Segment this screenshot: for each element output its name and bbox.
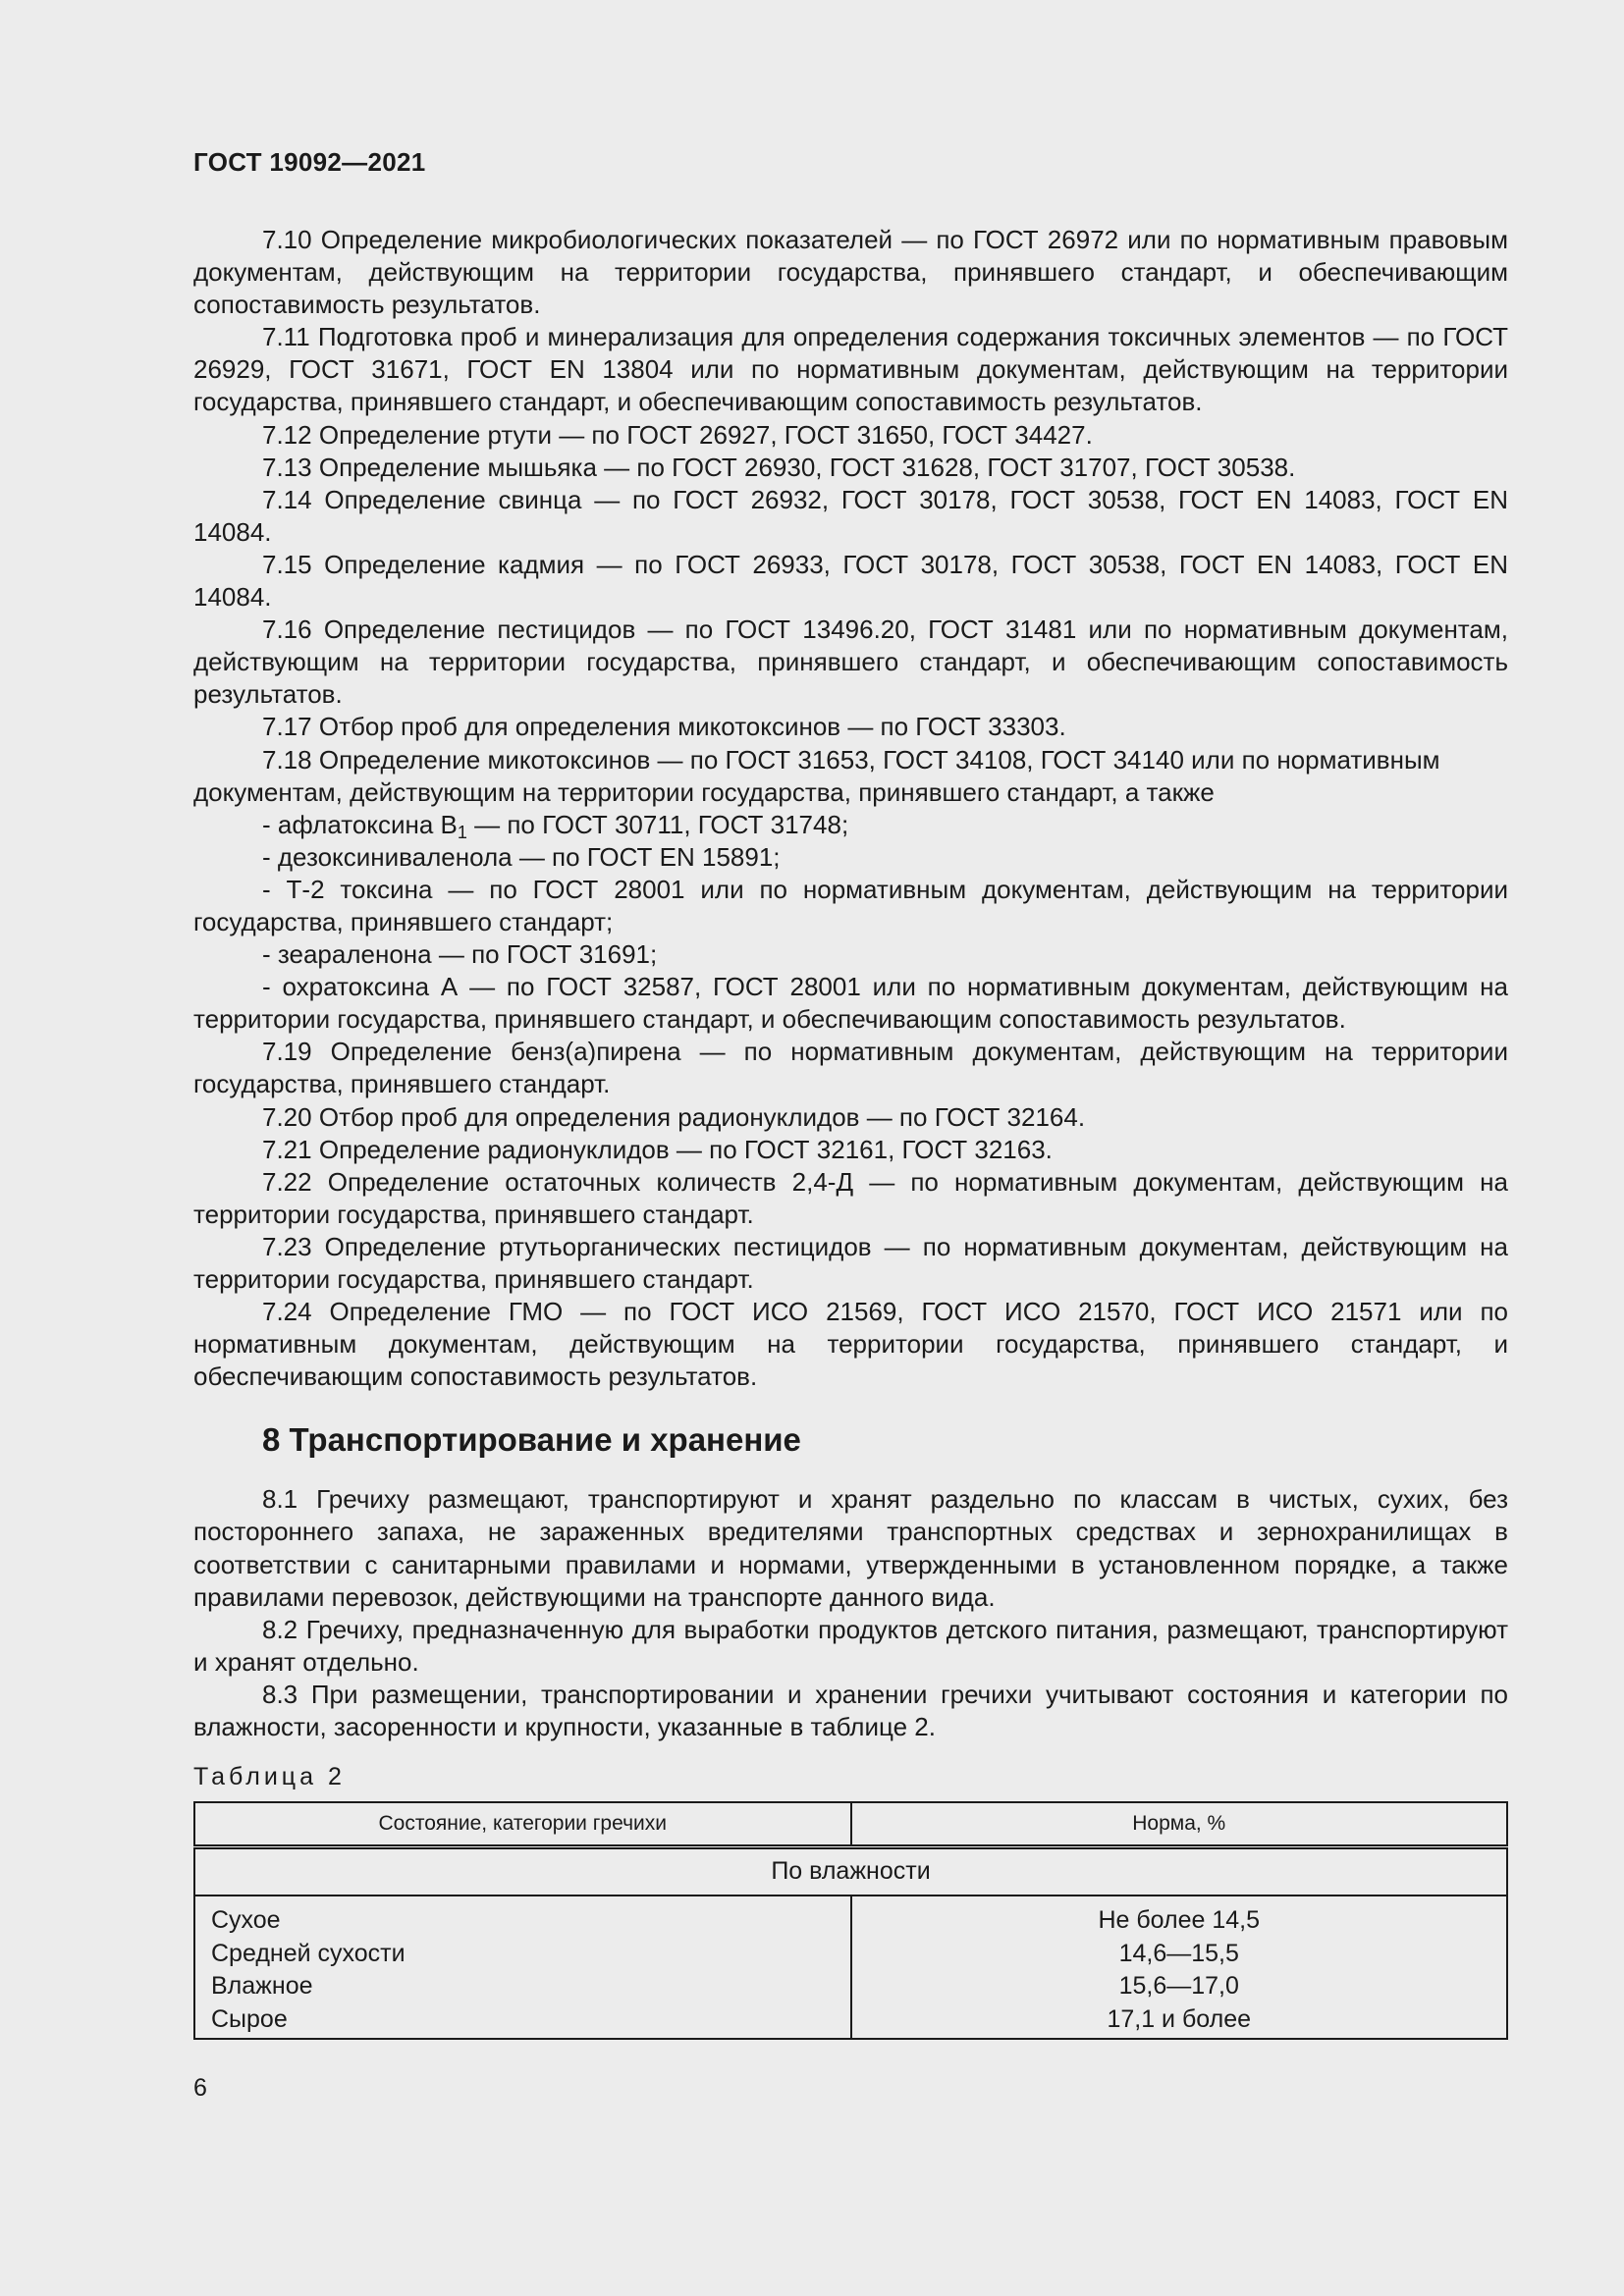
table-cell-norm: 17,1 и более (851, 2003, 1508, 2040)
paragraph-7-19: 7.19 Определение бенз(а)пирена — по нормативным документам, действующим на территории государства, принявшего стандарт. (193, 1037, 1508, 1099)
list-item-deoxynivalenol: - дезоксиниваленола — по ГОСТ EN 15891; (262, 841, 781, 872)
paragraph-8-2: 8.2 Гречиху, предназначенную для выработки продуктов детского питания, размещают, транспортируют и хранят отдельно. (193, 1614, 1508, 1677)
table-cell-state: Сухое (194, 1896, 851, 1938)
page-number: 6 (193, 2074, 207, 2102)
table-header-row (194, 1802, 1507, 1847)
paragraph-7-23: 7.23 Определение ртутьорганических пестицидов — по нормативным документам, действующим на территории государства, принявшего стандарт. (193, 1231, 1508, 1294)
section-8-heading: 8 Транспортирование и хранение (262, 1421, 801, 1459)
list-item-t2-toxin: - Т-2 токсина — по ГОСТ 28001 или по нормативным документам, действующим на территории государства, принявшего стандарт; (193, 874, 1508, 936)
table-cell-state: Влажное (194, 1970, 851, 2003)
paragraph-7-18: 7.18 Определение микотоксинов — по ГОСТ 31653, ГОСТ 34108, ГОСТ 34140 или по нормативным документам, действующим на территории государства, принявшего стандарт, а также (193, 744, 1440, 807)
paragraph-7-13: 7.13 Определение мышьяка — по ГОСТ 26930, ГОСТ 31628, ГОСТ 31707, ГОСТ 30538. (262, 452, 1296, 482)
table-section-moisture: По влажности (194, 1847, 1507, 1896)
paragraph-7-16: 7.16 Определение пестицидов — по ГОСТ 13496.20, ГОСТ 31481 или по нормативным документам, действующим на территории государства, принявшего стандарт, и обеспечивающим сопоставимость результатов. (193, 614, 1508, 710)
table-row (194, 1938, 1507, 1971)
list-item-aflatoxin: - афлатоксина $B_1$ — по ГОСТ 30711, ГОСТ 31748; (262, 809, 849, 842)
table-header-state: Состояние, категории гречихи (194, 1802, 851, 1847)
document-body (193, 224, 1508, 2040)
paragraph-7-22: 7.22 Определение остаточных количеств 2,4-Д — по нормативным документам, действующим на территории государства, принявшего стандарт. (193, 1166, 1508, 1229)
table-header-norm: Норма, % (851, 1802, 1508, 1847)
table-cell-norm: 15,6—17,0 (851, 1970, 1508, 2003)
table-section-row (194, 1847, 1507, 1896)
table-caption: Таблица 2 (193, 1763, 346, 1791)
paragraph-7-20: 7.20 Отбор проб для определения радионуклидов — по ГОСТ 32164. (262, 1101, 1086, 1132)
table-cell-state: Сырое (194, 2003, 851, 2040)
paragraph-8-3: 8.3 При размещении, транспортировании и хранении гречихи учитывают состояния и категории по влажности, засоренности и крупности, указанные в таблице 2. (193, 1679, 1508, 1742)
table-cell-norm: 14,6—15,5 (851, 1938, 1508, 1971)
list-item-ochratoxin: - охратоксина А — по ГОСТ 32587, ГОСТ 28001 или по нормативным документам, действующим на территории государства, принявшего стандарт, и обеспечивающим сопоставимость результатов. (193, 972, 1508, 1035)
table-cell-state: Средней сухости (194, 1938, 851, 1971)
paragraph-7-21: 7.21 Определение радионуклидов — по ГОСТ 32161, ГОСТ 32163. (262, 1134, 1053, 1164)
paragraph-7-14: 7.14 Определение свинца — по ГОСТ 26932, ГОСТ 30178, ГОСТ 30538, ГОСТ EN 14083, ГОСТ EN 14084. (193, 484, 1508, 547)
table-cell-norm: Не более 14,5 (851, 1896, 1508, 1938)
list-item-zearalenone: - зеараленона — по ГОСТ 31691; (262, 939, 658, 970)
table-row (194, 2003, 1507, 2040)
paragraph-8-1: 8.1 Гречиху размещают, транспортируют и хранят раздельно по классам в чистых, сухих, без постороннего запаха, не зараженных вредителями транспортных средствах и зернохранилищах в соответствии с санитарными правилами и нормами, утвержденными в установленном порядке, а также правилами перевозок, действующими на транспорте данного вида. (193, 1484, 1508, 1612)
table-row (194, 1970, 1507, 2003)
table-row (194, 1896, 1507, 1938)
paragraph-7-15: 7.15 Определение кадмия — по ГОСТ 26933, ГОСТ 30178, ГОСТ 30538, ГОСТ EN 14083, ГОСТ EN 14084. (193, 549, 1508, 613)
paragraph-7-10: 7.10 Определение микробиологических показателей — по ГОСТ 26972 или по нормативным правовым документам, действующим на территории государства, принявшего стандарт, и обеспечивающим сопоставимость результатов. (193, 225, 1508, 320)
paragraph-7-11: 7.11 Подготовка проб и минерализация для определения содержания токсичных элементов — по ГОСТ 26929, ГОСТ 31671, ГОСТ EN 13804 или по нормативным документам, действующим на территории государства, принявшего стандарт, и обеспечивающим сопоставимость результатов. (193, 322, 1508, 417)
paragraph-7-24: 7.24 Определение ГМО — по ГОСТ ИСО 21569, ГОСТ ИСО 21570, ГОСТ ИСО 21571 или по нормативным документам, действующим на территории государства, принявшего стандарт, и обеспечивающим сопоставимость результатов. (193, 1297, 1508, 1392)
document-header: ГОСТ 19092—2021 (193, 147, 426, 177)
table-2 (193, 1801, 1508, 2040)
paragraph-7-17: 7.17 Отбор проб для определения микотоксинов — по ГОСТ 33303. (262, 712, 1066, 742)
paragraph-7-12: 7.12 Определение ртути — по ГОСТ 26927, ГОСТ 31650, ГОСТ 34427. (262, 419, 1093, 450)
